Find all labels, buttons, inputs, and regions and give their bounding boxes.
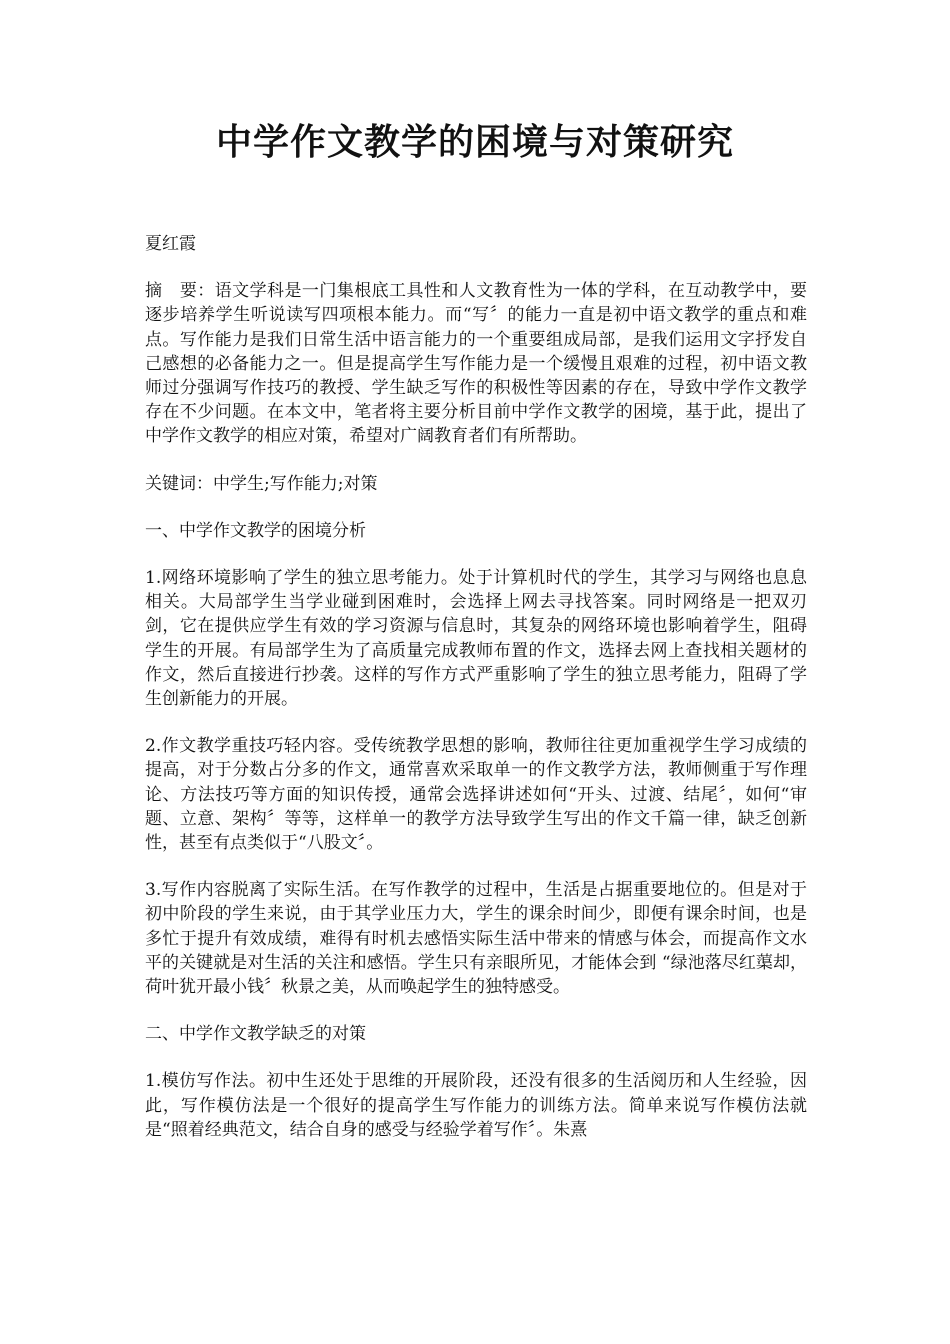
body-paragraph: 1.网络环境影响了学生的独立思考能力。处于计算机时代的学生，其学习与网络也息息相关。大局部学生当学业碰到困难时，会选择上网去寻找答案。同时网络是一把双刃剑，它在提供应学生有效的学习资源与信息时，其复杂的网络环境也影响着学生，阻碍学生的开展。有局部学生为了高质量完成教师布置的作文，选择去网上查找相关题材的作文，然后直接进行抄袭。这样的写作方式严重影响了学生的独立思考能力，阻碍了学生创新能力的开展。 (145, 568, 807, 710)
body-paragraph: 2.作文教学重技巧轻内容。受传统教学思想的影响，教师往往更加重视学生学习成绩的提高，对于分数占分多的作文，通常喜欢采取单一的作文教学方法，教师侧重于写作理论、方法技巧等方面的知识传授，通常会选择讲述如何“开头、过渡、结尾〞，如何“审题、立意、架构〞等等，这样单一的教学方法导致学生写出的作文千篇一律，缺乏创新性，甚至有点类似于“八股文〞。 (145, 736, 807, 854)
body-paragraph: 1.模仿写作法。初中生还处于思维的开展阶段，还没有很多的生活阅历和人生经验，因此，写作模仿法是一个很好的提高学生写作能力的训练方法。简单来说写作模仿法就是“照着经典范文，结合自身的感受与经验学着写作〞。朱熹 (145, 1071, 807, 1140)
keywords-line: 关键词：中学生;写作能力;对策 (145, 473, 378, 494)
section-heading-2: 二、中学作文教学缺乏的对策 (145, 1024, 366, 1045)
body-paragraph: 3.写作内容脱离了实际生活。在写作教学的过程中，生活是占据重要地位的。但是对于初中阶段的学生来说，由于其学业压力大，学生的课余时间少，即便有课余时间，也是多忙于提升有效成绩，难得有时机去感悟实际生活中带来的情感与体会，而提高作文水平的关键就是对生活的关注和感悟。学生只有亲眼所见，才能体会到 “绿池落尽红蕖却，荷叶犹开最小钱〞秋景之美，从而唤起学生的独特感受。 (145, 880, 807, 998)
abstract-paragraph: 摘 要：语文学科是一门集根底工具性和人文教育性为一体的学科，在互动教学中，要逐步培养学生听说读写四项根本能力。而“写〞的能力一直是初中语文教学的重点和难点。写作能力是我们日常生活中语言能力的一个重要组成局部，是我们运用文字抒发自己感想的必备能力之一。但是提高学生写作能力是一个缓慢且艰难的过程，初中语文教师过分强调写作技巧的教授、学生缺乏写作的积极性等因素的存在，导致中学作文教学存在不少问题。在本文中，笔者将主要分析目前中学作文教学的困境，基于此，提出了中学作文教学的相应对策，希望对广阔教育者们有所帮助。 (145, 281, 807, 447)
document-title: 中学作文教学的困境与对策研究 (215, 121, 734, 163)
document-body (145, 232, 807, 1165)
author-name: 夏红霞 (145, 234, 196, 254)
section-heading-1: 一、中学作文教学的困境分析 (145, 520, 366, 541)
